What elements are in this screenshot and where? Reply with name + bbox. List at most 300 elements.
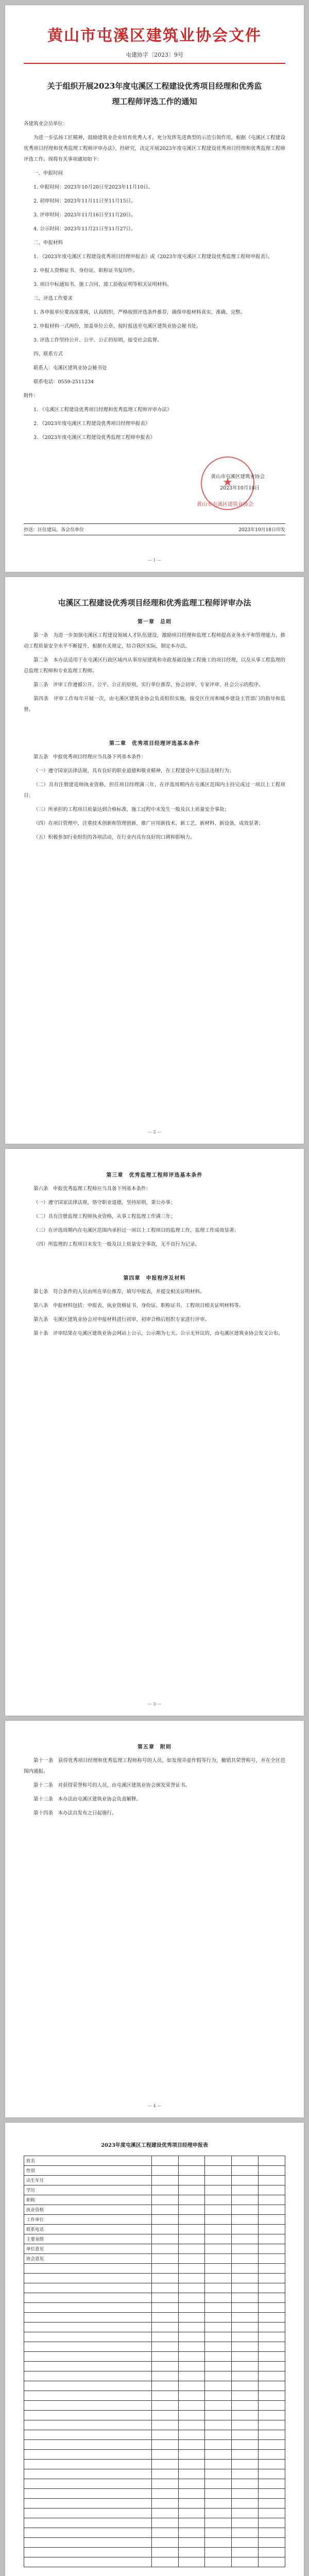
form-value-cell[interactable] bbox=[178, 2362, 205, 2371]
form-value-cell[interactable] bbox=[259, 2460, 285, 2469]
form-value-cell[interactable] bbox=[151, 2430, 178, 2440]
form-row bbox=[24, 2489, 285, 2499]
form-value-cell[interactable] bbox=[178, 2303, 205, 2313]
form-value-cell[interactable] bbox=[205, 2479, 232, 2489]
form-value-cell[interactable] bbox=[232, 2469, 259, 2479]
form-value-cell[interactable] bbox=[205, 2166, 232, 2176]
form-value-cell[interactable] bbox=[205, 2342, 232, 2352]
form-value-cell[interactable] bbox=[151, 2420, 178, 2430]
form-label-cell bbox=[24, 2450, 152, 2460]
form-row bbox=[24, 2254, 285, 2264]
form-value-cell[interactable] bbox=[259, 2430, 285, 2440]
section-3-line: 1. 各申报单位要高度重视，认真组织，严格按照评选条件推荐，确保申报材料真实、准确、完整。 bbox=[33, 310, 246, 315]
form-row bbox=[24, 2323, 285, 2332]
form-value-cell[interactable] bbox=[178, 2420, 205, 2430]
form-value-cell[interactable] bbox=[205, 2362, 232, 2371]
form-value-cell[interactable] bbox=[232, 2254, 259, 2264]
form-value-cell[interactable] bbox=[178, 2264, 205, 2274]
form-value-cell[interactable] bbox=[232, 2332, 259, 2342]
form-value-cell[interactable] bbox=[178, 2440, 205, 2450]
form-row bbox=[24, 2185, 285, 2195]
form-label-cell: 出生年月 bbox=[24, 2176, 152, 2185]
form-value-cell[interactable] bbox=[259, 2323, 285, 2332]
form-value-cell[interactable] bbox=[151, 2156, 178, 2166]
form-value-cell[interactable] bbox=[178, 2244, 205, 2254]
pm-form-page bbox=[5, 2123, 304, 2576]
form-value-cell[interactable] bbox=[259, 2332, 285, 2342]
form-value-cell[interactable] bbox=[232, 2538, 259, 2548]
form-label-cell bbox=[24, 2381, 152, 2391]
form-value-cell[interactable] bbox=[151, 2391, 178, 2401]
section-1-line: 1. 申报时间：2023年10月20日至2023年11月10日。 bbox=[33, 184, 153, 190]
form-value-cell[interactable] bbox=[259, 2528, 285, 2538]
form-label-cell bbox=[24, 2342, 152, 2352]
form-value-cell[interactable] bbox=[178, 2342, 205, 2352]
form-value-cell[interactable] bbox=[151, 2185, 178, 2195]
form-label-cell bbox=[24, 2548, 152, 2557]
form-value-cell[interactable] bbox=[232, 2528, 259, 2538]
form-value-cell[interactable] bbox=[178, 2274, 205, 2283]
form-value-cell[interactable] bbox=[232, 2371, 259, 2381]
article-paragraph: （五）积极参加行业组织的各项活动，在行业内具有良好的口碑和影响力。 bbox=[33, 835, 195, 840]
form-row bbox=[24, 2401, 285, 2411]
form-value-cell[interactable] bbox=[232, 2156, 259, 2166]
form-value-cell[interactable] bbox=[259, 2489, 285, 2499]
form-value-cell[interactable] bbox=[151, 2538, 178, 2548]
form-value-cell[interactable] bbox=[259, 2499, 285, 2509]
form-value-cell[interactable] bbox=[205, 2195, 232, 2205]
form-value-cell[interactable] bbox=[151, 2557, 178, 2567]
form-value-cell[interactable] bbox=[259, 2440, 285, 2450]
form-value-cell[interactable] bbox=[205, 2185, 232, 2195]
form-value-cell[interactable] bbox=[205, 2518, 232, 2528]
form-value-cell[interactable] bbox=[151, 2450, 178, 2460]
form-value-cell[interactable] bbox=[151, 2176, 178, 2185]
form-value-cell[interactable] bbox=[232, 2460, 259, 2469]
form-value-cell[interactable] bbox=[151, 2313, 178, 2323]
form-value-cell[interactable] bbox=[232, 2244, 259, 2254]
form-value-cell[interactable] bbox=[259, 2264, 285, 2274]
form-value-cell[interactable] bbox=[259, 2205, 285, 2215]
form-value-cell[interactable] bbox=[151, 2548, 178, 2557]
chapter-1-heading: 第一章 总则 bbox=[138, 619, 171, 625]
form-value-cell[interactable] bbox=[232, 2489, 259, 2499]
notice-title: 关于组织开展2023年度屯溪区工程建设优秀项目经理和优秀监理工程师评选工作的通知 bbox=[47, 81, 262, 106]
form-row bbox=[24, 2264, 285, 2274]
form-value-cell[interactable] bbox=[232, 2303, 259, 2313]
form-value-cell[interactable] bbox=[232, 2479, 259, 2489]
form-value-cell[interactable] bbox=[178, 2323, 205, 2332]
form-value-cell[interactable] bbox=[178, 2234, 205, 2244]
document-header-title: 黄山市屯溪区建筑业协会文件 bbox=[47, 27, 262, 45]
form-value-cell[interactable] bbox=[151, 2489, 178, 2499]
pm-form-table bbox=[24, 2156, 285, 2567]
form-label-cell bbox=[24, 2420, 152, 2430]
form-value-cell[interactable] bbox=[232, 2430, 259, 2440]
form-value-cell[interactable] bbox=[205, 2557, 232, 2567]
form-row bbox=[24, 2195, 285, 2205]
attachment-line: 3. 《2023年度屯溪区工程建设优秀监理工程师申报表》 bbox=[33, 435, 155, 440]
form-row bbox=[24, 2557, 285, 2567]
section-3-heading: 三、评选工作要求 bbox=[33, 296, 73, 301]
form-value-cell[interactable] bbox=[259, 2509, 285, 2518]
form-label-cell bbox=[24, 2362, 152, 2371]
form-value-cell[interactable] bbox=[205, 2420, 232, 2430]
print-date: 2023年10月18日印发 bbox=[238, 528, 285, 533]
form-value-cell[interactable] bbox=[232, 2225, 259, 2234]
form-value-cell[interactable] bbox=[178, 2381, 205, 2391]
form-value-cell[interactable] bbox=[205, 2323, 232, 2332]
form-value-cell[interactable] bbox=[205, 2460, 232, 2469]
form-value-cell[interactable] bbox=[232, 2323, 259, 2332]
article-paragraph: 第三条 评审工作遵循公开、公平、公正的原则，实行单位推荐、协会初审、专家评审、社会公示的程序。 bbox=[33, 682, 264, 688]
form-value-cell[interactable] bbox=[151, 2352, 178, 2362]
form-value-cell[interactable] bbox=[232, 2440, 259, 2450]
form-value-cell[interactable] bbox=[178, 2460, 205, 2469]
form-value-cell[interactable] bbox=[178, 2450, 205, 2460]
form-label-cell bbox=[24, 2557, 152, 2567]
form-value-cell[interactable] bbox=[259, 2391, 285, 2401]
article-paragraph: 第五条 申报优秀项目经理应当具备下列基本条件： bbox=[33, 754, 146, 760]
chapter-2-heading: 第二章 优秀项目经理评选基本条件 bbox=[109, 741, 200, 747]
article-paragraph: （二）具有注册建造师执业资格，担任项目经理满三年，在评选周期内在屯溪区范围内主持完成过一项以上工程项目； bbox=[24, 782, 285, 799]
form-value-cell[interactable] bbox=[178, 2205, 205, 2215]
article-paragraph: （一）遵守国家法律法规，具有良好的职业道德和敬业精神，在工程建设中无违法违规行为； bbox=[33, 768, 234, 774]
form-value-cell[interactable] bbox=[178, 2293, 205, 2303]
form-value-cell[interactable] bbox=[151, 2518, 178, 2528]
form-value-cell[interactable] bbox=[205, 2254, 232, 2264]
form-row bbox=[24, 2342, 285, 2352]
form-value-cell[interactable] bbox=[259, 2156, 285, 2166]
form-value-cell[interactable] bbox=[151, 2244, 178, 2254]
form-value-cell[interactable] bbox=[232, 2548, 259, 2557]
form-value-cell[interactable] bbox=[178, 2166, 205, 2176]
form-value-cell[interactable] bbox=[232, 2391, 259, 2401]
form-value-cell[interactable] bbox=[151, 2215, 178, 2225]
form-value-cell[interactable] bbox=[178, 2391, 205, 2401]
form-value-cell[interactable] bbox=[151, 2479, 178, 2489]
form-value-cell[interactable] bbox=[151, 2342, 178, 2352]
form-value-cell[interactable] bbox=[205, 2411, 232, 2420]
form-row bbox=[24, 2352, 285, 2362]
form-value-cell[interactable] bbox=[151, 2166, 178, 2176]
form-row bbox=[24, 2430, 285, 2440]
form-value-cell[interactable] bbox=[205, 2234, 232, 2244]
form-value-cell[interactable] bbox=[259, 2548, 285, 2557]
method-page-1 bbox=[5, 577, 304, 1144]
form-value-cell[interactable] bbox=[205, 2401, 232, 2411]
form-value-cell[interactable] bbox=[232, 2313, 259, 2323]
form-row bbox=[24, 2518, 285, 2528]
form-value-cell[interactable] bbox=[232, 2420, 259, 2430]
form-value-cell[interactable] bbox=[151, 2195, 178, 2205]
form-value-cell[interactable] bbox=[259, 2234, 285, 2244]
form-value-cell[interactable] bbox=[151, 2411, 178, 2420]
form-value-cell[interactable] bbox=[232, 2509, 259, 2518]
form-value-cell[interactable] bbox=[178, 2254, 205, 2264]
form-value-cell[interactable] bbox=[205, 2283, 232, 2293]
form-value-cell[interactable] bbox=[259, 2411, 285, 2420]
form-value-cell[interactable] bbox=[205, 2293, 232, 2303]
page-number: — 4 — bbox=[147, 2104, 162, 2108]
form-value-cell[interactable] bbox=[232, 2264, 259, 2274]
form-value-cell[interactable] bbox=[232, 2293, 259, 2303]
form-value-cell[interactable] bbox=[205, 2440, 232, 2450]
method-page-2 bbox=[5, 1149, 304, 1716]
form-value-cell[interactable] bbox=[205, 2469, 232, 2479]
form-value-cell[interactable] bbox=[178, 2557, 205, 2567]
form-value-cell[interactable] bbox=[259, 2195, 285, 2205]
form-value-cell[interactable] bbox=[178, 2313, 205, 2323]
form-value-cell[interactable] bbox=[259, 2274, 285, 2283]
form-value-cell[interactable] bbox=[205, 2205, 232, 2215]
form-value-cell[interactable] bbox=[259, 2381, 285, 2391]
form-value-cell[interactable] bbox=[151, 2332, 178, 2342]
form-value-cell[interactable] bbox=[178, 2371, 205, 2381]
form-value-cell[interactable] bbox=[259, 2303, 285, 2313]
form-value-cell[interactable] bbox=[259, 2166, 285, 2176]
form-value-cell[interactable] bbox=[151, 2234, 178, 2244]
form-value-cell[interactable] bbox=[259, 2450, 285, 2460]
form-label-cell: 职称 bbox=[24, 2195, 152, 2205]
form-value-cell[interactable] bbox=[178, 2195, 205, 2205]
form-value-cell[interactable] bbox=[178, 2176, 205, 2185]
form-value-cell[interactable] bbox=[151, 2323, 178, 2332]
form-row bbox=[24, 2293, 285, 2303]
form-value-cell[interactable] bbox=[178, 2518, 205, 2528]
form-value-cell[interactable] bbox=[259, 2342, 285, 2352]
form-value-cell[interactable] bbox=[205, 2303, 232, 2313]
form-label-cell bbox=[24, 2264, 152, 2274]
form-value-cell[interactable] bbox=[178, 2185, 205, 2195]
form-value-cell[interactable] bbox=[151, 2509, 178, 2518]
section-1-line: 3. 评审时间：2023年11月16日至11月20日。 bbox=[33, 212, 136, 218]
form-label-cell bbox=[24, 2440, 152, 2450]
form-label-cell bbox=[24, 2460, 152, 2469]
form-row bbox=[24, 2411, 285, 2420]
form-value-cell[interactable] bbox=[259, 2538, 285, 2548]
form-label-cell: 联系电话 bbox=[24, 2225, 152, 2234]
form-row bbox=[24, 2303, 285, 2313]
form-value-cell[interactable] bbox=[178, 2430, 205, 2440]
form-value-cell[interactable] bbox=[205, 2274, 232, 2283]
form-value-cell[interactable] bbox=[232, 2185, 259, 2195]
form-value-cell[interactable] bbox=[151, 2254, 178, 2264]
form-value-cell[interactable] bbox=[259, 2401, 285, 2411]
form-value-cell[interactable] bbox=[178, 2411, 205, 2420]
form-value-cell[interactable] bbox=[205, 2264, 232, 2274]
form-value-cell[interactable] bbox=[205, 2371, 232, 2381]
section-2-line: 1. 《2023年度屯溪区工程建设优秀项目经理申报表》或《2023年度屯溪区工程建设优秀监理工程师申报表》。 bbox=[33, 254, 273, 260]
method-title: 屯溪区工程建设优秀项目经理和优秀监理工程师评审办法 bbox=[58, 598, 251, 607]
form-row bbox=[24, 2362, 285, 2371]
form-value-cell[interactable] bbox=[205, 2430, 232, 2440]
form-value-cell[interactable] bbox=[232, 2401, 259, 2411]
form-value-cell[interactable] bbox=[151, 2205, 178, 2215]
section-1-heading: 一、申报时间 bbox=[33, 171, 63, 176]
form-value-cell[interactable] bbox=[151, 2460, 178, 2469]
form-value-cell[interactable] bbox=[151, 2371, 178, 2381]
form-value-cell[interactable] bbox=[232, 2352, 259, 2362]
pm-form-title: 2023年度屯溪区工程建设优秀项目经理申报表 bbox=[101, 2143, 208, 2148]
form-value-cell[interactable] bbox=[178, 2156, 205, 2166]
form-value-cell[interactable] bbox=[232, 2342, 259, 2352]
form-row bbox=[24, 2234, 285, 2244]
form-value-cell[interactable] bbox=[232, 2195, 259, 2205]
form-row bbox=[24, 2332, 285, 2342]
form-value-cell[interactable] bbox=[205, 2381, 232, 2391]
form-label-cell bbox=[24, 2274, 152, 2283]
form-value-cell[interactable] bbox=[205, 2548, 232, 2557]
article-paragraph: 第七条 符合条件的人员由所在单位推荐，填写申报表，并提交相关证明材料。 bbox=[33, 1289, 205, 1295]
form-value-cell[interactable] bbox=[205, 2156, 232, 2166]
form-value-cell[interactable] bbox=[259, 2352, 285, 2362]
form-value-cell[interactable] bbox=[259, 2225, 285, 2234]
form-value-cell[interactable] bbox=[259, 2479, 285, 2489]
form-value-cell[interactable] bbox=[232, 2166, 259, 2176]
article-paragraph: 第四条 评审工作每年开展一次，由屯溪区建筑业协会负责组织实施，接受区住房和城乡建设主管部门的指导和监督。 bbox=[24, 696, 285, 713]
form-label-cell: 性别 bbox=[24, 2166, 152, 2176]
article-paragraph: （三）在评选周期内在屯溪区范围内承担过一项以上工程项目的监理工作，监理工作成效显著； bbox=[33, 1228, 239, 1233]
form-value-cell[interactable] bbox=[259, 2518, 285, 2528]
form-row bbox=[24, 2371, 285, 2381]
form-value-cell[interactable] bbox=[205, 2538, 232, 2548]
form-value-cell[interactable] bbox=[151, 2499, 178, 2509]
form-value-cell[interactable] bbox=[151, 2264, 178, 2274]
form-row bbox=[24, 2479, 285, 2489]
form-value-cell[interactable] bbox=[178, 2401, 205, 2411]
form-value-cell[interactable] bbox=[232, 2215, 259, 2225]
form-value-cell[interactable] bbox=[205, 2450, 232, 2460]
form-value-cell[interactable] bbox=[151, 2293, 178, 2303]
attachment-line: 2. 《2023年度屯溪区工程建设优秀项目经理申报表》 bbox=[33, 421, 150, 427]
form-row bbox=[24, 2313, 285, 2323]
form-value-cell[interactable] bbox=[151, 2283, 178, 2293]
form-value-cell[interactable] bbox=[259, 2371, 285, 2381]
form-value-cell[interactable] bbox=[205, 2499, 232, 2509]
form-value-cell[interactable] bbox=[178, 2332, 205, 2342]
form-value-cell[interactable] bbox=[151, 2469, 178, 2479]
form-value-cell[interactable] bbox=[259, 2283, 285, 2293]
form-value-cell[interactable] bbox=[178, 2489, 205, 2499]
cc-line bbox=[24, 523, 285, 535]
form-value-cell[interactable] bbox=[178, 2538, 205, 2548]
form-value-cell[interactable] bbox=[151, 2225, 178, 2234]
form-label-cell bbox=[24, 2332, 152, 2342]
form-value-cell[interactable] bbox=[259, 2244, 285, 2254]
form-value-cell[interactable] bbox=[205, 2176, 232, 2185]
form-value-cell[interactable] bbox=[205, 2489, 232, 2499]
page-number: — 2 — bbox=[147, 1130, 162, 1134]
form-value-cell[interactable] bbox=[259, 2469, 285, 2479]
form-label-cell: 工作单位 bbox=[24, 2215, 152, 2225]
form-value-cell[interactable] bbox=[205, 2244, 232, 2254]
form-value-cell[interactable] bbox=[178, 2469, 205, 2479]
article-paragraph: （四）所监理的工程项目未发生一般及以上质量安全事故，无不良行为记录。 bbox=[33, 1242, 200, 1247]
form-label-cell bbox=[24, 2391, 152, 2401]
form-value-cell[interactable] bbox=[151, 2303, 178, 2313]
form-value-cell[interactable] bbox=[205, 2215, 232, 2225]
article-paragraph: 第一条 为进一步加强屯溪区工程建设领域人才队伍建设，激励项目经理和监理工程师提高业务水平和管理能力，推动工程质量安全水平不断提升，根据有关规定，结合我区实际，制定本办法。 bbox=[24, 633, 285, 649]
form-value-cell[interactable] bbox=[205, 2225, 232, 2234]
form-value-cell[interactable] bbox=[151, 2528, 178, 2538]
form-value-cell[interactable] bbox=[178, 2499, 205, 2509]
form-value-cell[interactable] bbox=[151, 2362, 178, 2371]
form-row bbox=[24, 2548, 285, 2557]
form-value-cell[interactable] bbox=[232, 2176, 259, 2185]
form-value-cell[interactable] bbox=[178, 2548, 205, 2557]
form-value-cell[interactable] bbox=[232, 2274, 259, 2283]
form-value-cell[interactable] bbox=[205, 2528, 232, 2538]
article-paragraph: （四）在项目管理中，注重技术创新和管理创新，推广应用新技术、新工艺、新材料、新设备，成效显著； bbox=[33, 821, 264, 826]
section-3-line: 2. 申报材料一式两份，加盖单位公章，按时报送至屯溪区建筑业协会秘书处。 bbox=[33, 324, 201, 329]
form-value-cell[interactable] bbox=[205, 2509, 232, 2518]
form-label-cell bbox=[24, 2518, 152, 2528]
form-value-cell[interactable] bbox=[259, 2215, 285, 2225]
form-value-cell[interactable] bbox=[259, 2313, 285, 2323]
chapter-3-heading: 第三章 优秀监理工程师评选基本条件 bbox=[106, 1173, 203, 1178]
form-value-cell[interactable] bbox=[205, 2352, 232, 2362]
form-value-cell[interactable] bbox=[178, 2352, 205, 2362]
form-label-cell bbox=[24, 2411, 152, 2420]
section-4-line: 联系电话：0559-2511234 bbox=[33, 379, 94, 385]
form-label-cell: 单位意见 bbox=[24, 2244, 152, 2254]
form-value-cell[interactable] bbox=[151, 2401, 178, 2411]
form-value-cell[interactable] bbox=[205, 2332, 232, 2342]
form-value-cell[interactable] bbox=[205, 2391, 232, 2401]
form-label-cell bbox=[24, 2303, 152, 2313]
form-value-cell[interactable] bbox=[232, 2499, 259, 2509]
method-page-3 bbox=[5, 1721, 304, 2117]
form-value-cell[interactable] bbox=[232, 2362, 259, 2371]
form-value-cell[interactable] bbox=[178, 2215, 205, 2225]
form-label-cell bbox=[24, 2499, 152, 2509]
form-value-cell[interactable] bbox=[232, 2450, 259, 2460]
form-label-cell: 学历 bbox=[24, 2185, 152, 2195]
form-value-cell[interactable] bbox=[178, 2528, 205, 2538]
form-row bbox=[24, 2156, 285, 2166]
form-value-cell[interactable] bbox=[178, 2225, 205, 2234]
form-value-cell[interactable] bbox=[178, 2283, 205, 2293]
form-value-cell[interactable] bbox=[151, 2274, 178, 2283]
form-value-cell[interactable] bbox=[232, 2518, 259, 2528]
form-value-cell[interactable] bbox=[232, 2283, 259, 2293]
form-value-cell[interactable] bbox=[259, 2362, 285, 2371]
form-value-cell[interactable] bbox=[178, 2479, 205, 2489]
form-value-cell[interactable] bbox=[259, 2176, 285, 2185]
form-value-cell[interactable] bbox=[178, 2509, 205, 2518]
form-value-cell[interactable] bbox=[151, 2381, 178, 2391]
form-value-cell[interactable] bbox=[205, 2313, 232, 2323]
form-value-cell[interactable] bbox=[259, 2293, 285, 2303]
section-1-line: 4. 公示时间：2023年11月21日至11月27日。 bbox=[33, 226, 136, 232]
form-value-cell[interactable] bbox=[259, 2420, 285, 2430]
form-value-cell[interactable] bbox=[259, 2185, 285, 2195]
section-1-line: 2. 初审时间：2023年11月11日至11月15日。 bbox=[33, 198, 136, 204]
form-label-cell bbox=[24, 2283, 152, 2293]
form-value-cell[interactable] bbox=[232, 2411, 259, 2420]
form-value-cell[interactable] bbox=[232, 2234, 259, 2244]
signing-organization: 黄山市屯溪区建筑业协会 bbox=[211, 474, 265, 480]
form-value-cell[interactable] bbox=[259, 2254, 285, 2264]
form-value-cell[interactable] bbox=[151, 2440, 178, 2450]
article-paragraph: 第二条 本办法适用于在屯溪区行政区域内从事房屋建筑和市政基础设施工程施工的项目经理，以及从事工程监理的总监理工程师和专业监理工程师。 bbox=[24, 657, 285, 674]
form-value-cell[interactable] bbox=[232, 2381, 259, 2391]
article-paragraph: （三）所承担的工程项目质量达到合格标准，施工过程中未发生一般及以上质量安全事故； bbox=[33, 807, 230, 812]
form-value-cell[interactable] bbox=[232, 2205, 259, 2215]
form-value-cell[interactable] bbox=[232, 2557, 259, 2567]
form-value-cell[interactable] bbox=[259, 2557, 285, 2567]
